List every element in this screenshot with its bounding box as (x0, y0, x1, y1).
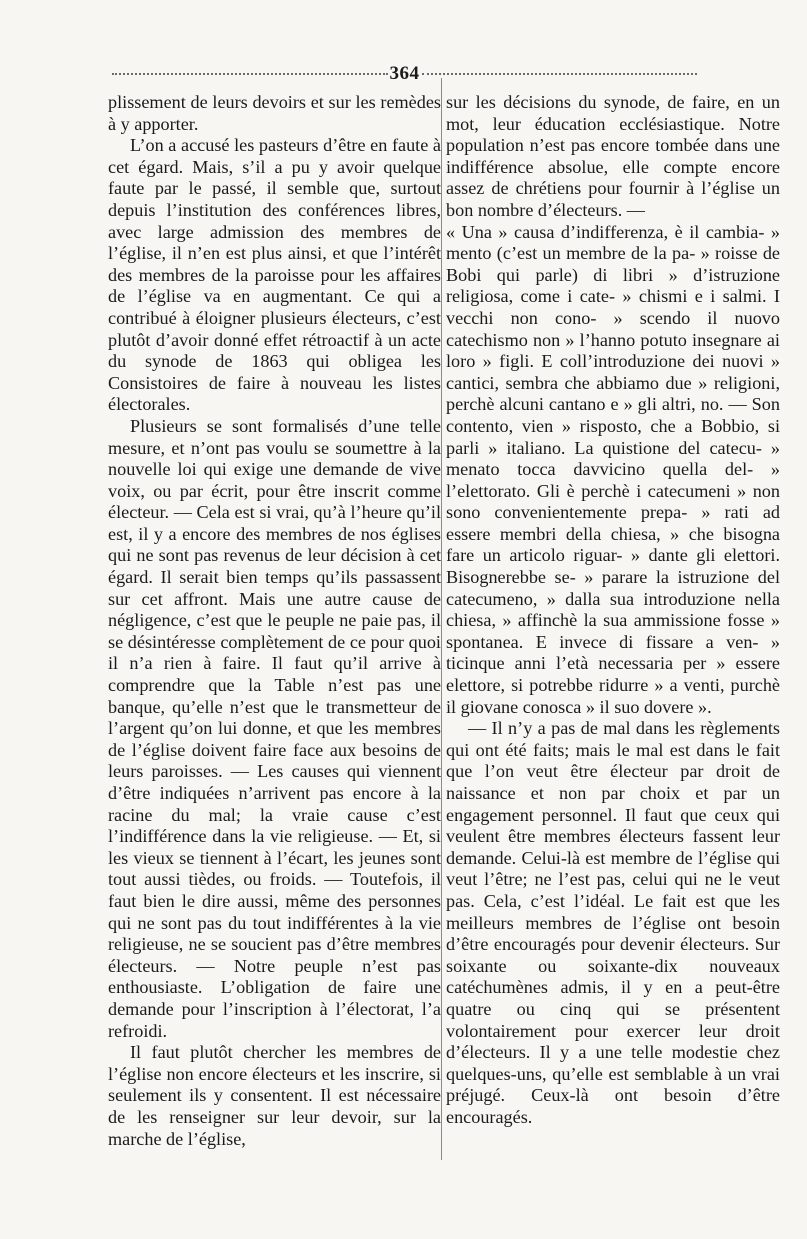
left-paragraph-4: Il faut plutôt chercher les membres de l’église non encore électeurs et les inscrire, si seulement ils y consentent. Il est nécessaire de les renseigner sur leur devoir, sur la marche de l’église, (108, 1042, 441, 1149)
right-paragraph-2: — Il n’y a pas de mal dans les règlements qui ont été faits; mais le mal est dans le fait que l’on veut être électeur par droit de naissance et non par choix et par un engagement personnel. Il faut que ceux qui veulent être membres électeurs fassent leur demande. Celui-là est membre de l’église qui veut l’être; ne l’est pas, celui qui ne le veut pas. Cela, c’est l’idéal. Le fait est que les meilleurs membres de l’église ont besoin d’être encouragés pour devenir électeurs. Sur soixante ou soixante-dix nouveaux catéchumènes admis, il y en a peut-être quatre ou cinq qui se présentent volontairement pour exercer leur droit d’électeurs. Il y a une telle modestie chez quelques-uns, qu’elle est semblable à un vrai préjugé. Ceux-là ont besoin d’être encouragés. (446, 718, 780, 1127)
right-paragraph-1: sur les décisions du synode, de faire, en un mot, leur éducation ecclésiastique. Notre population n’est pas encore tombée dans une indifférence absolue, elle compte encore assez de chrétiens pour fournir à l’église un bon nombre d’électeurs. — (446, 92, 780, 220)
italian-quotation: « Una » causa d’indifferenza, è il cambia- » mento (c’est un membre de la pa- » roisse de Bobi qui parle) di libri » d’istruzione religiosa, come i cate- » chismi e i salmi. I vecchi non cono- » scendo il nuovo catechismo non » l’hanno potuto insegnare ai loro » figli. E coll’introduzione dei nuovi » cantici, sembra che abbiamo due » religioni, perchè alcuni cantano e » gli altri, no. — Son contento, vien » risposto, che a Bobbio, si parli » italiano. La quistione del catecu- » menato tocca davvicino quella del- » l’elettorato. Gli è perchè i catecumeni » non sono convenientemente prepa- » rati ad essere membri della chiesa, » che bisogna fare un articolo riguar- » dante gli elettori. Bisognerebbe se- » parare la istruzione del catecumeno, » dalla sua introduzione nella chiesa, » affinchè la sua ammissione fosse » spontanea. E invece di fissare a ven- » ticinque anni l’età necessaria per » essere elettore, si potrebbe ridurre » a venti, purchè il giovane conosca » il suo dovere ». (446, 221, 780, 717)
column-divider (441, 78, 442, 1160)
page-header (112, 62, 697, 86)
header-rule-left (112, 73, 388, 75)
page-number: 364 (389, 63, 420, 84)
right-column (446, 92, 780, 1172)
header-rule-right (422, 73, 698, 75)
left-paragraph-1: plissement de leurs devoirs et sur les remèdes à y apporter. (108, 92, 441, 134)
left-paragraph-2: L’on a accusé les pasteurs d’être en faute à cet égard. Mais, s’il a pu y avoir quelque faute par le passé, il semble que, surtout depuis l’institution des conférences libres, avec large admission des membres de l’église, il n’en est plus ainsi, et que l’intérêt des membres de la paroisse pour les affaires de l’église va en augmentant. Ce qui a contribué à éloigner plusieurs électeurs, c’est plutôt d’avoir donné effet rétroactif à un acte du synode de 1863 qui obligea les Consistoires de faire à nouveau les listes électorales. (108, 135, 441, 415)
left-paragraph-3: Plusieurs se sont formalisés d’une telle mesure, et n’ont pas voulu se soumettre à la nouvelle loi qui exige une demande de vive voix, ou par écrit, pour être inscrit comme électeur. — Cela est si vrai, qu’à l’heure qu’il est, il y a encore des membres de nos églises qui ne sont pas revenus de leur décision à cet égard. Il serait bien temps qu’ils passassent sur cet affront. Mais une autre cause de négligence, c’est que le peuple ne paie pas, il se désintéresse complètement de ce pour quoi il n’a rien à faire. Il faut qu’il arrive à comprendre que la Table n’est pas une banque, qu’elle n’est que le transmetteur de l’argent qu’on lui donne, et que les membres de l’église doivent faire face aux besoins de leurs paroisses. — Les causes qui viennent d’être indiquées n’arrivent pas encore à la racine du mal; la vraie cause c’est l’indifférence dans la vie religieuse. — Et, si les vieux se tiennent à l’écart, les jeunes sont tout aussi tièdes, ou froids. — Toutefois, il faut bien le dire aussi, même des personnes qui ne sont pas du tout indifférentes à la vie religieuse, ne se soucient pas d’être membres électeurs. — Notre peuple n’est pas enthousiaste. L’obligation de faire une demande pour l’inscription à l’électorat, l’a refroidi. (108, 415, 441, 1041)
left-column (108, 92, 441, 1172)
